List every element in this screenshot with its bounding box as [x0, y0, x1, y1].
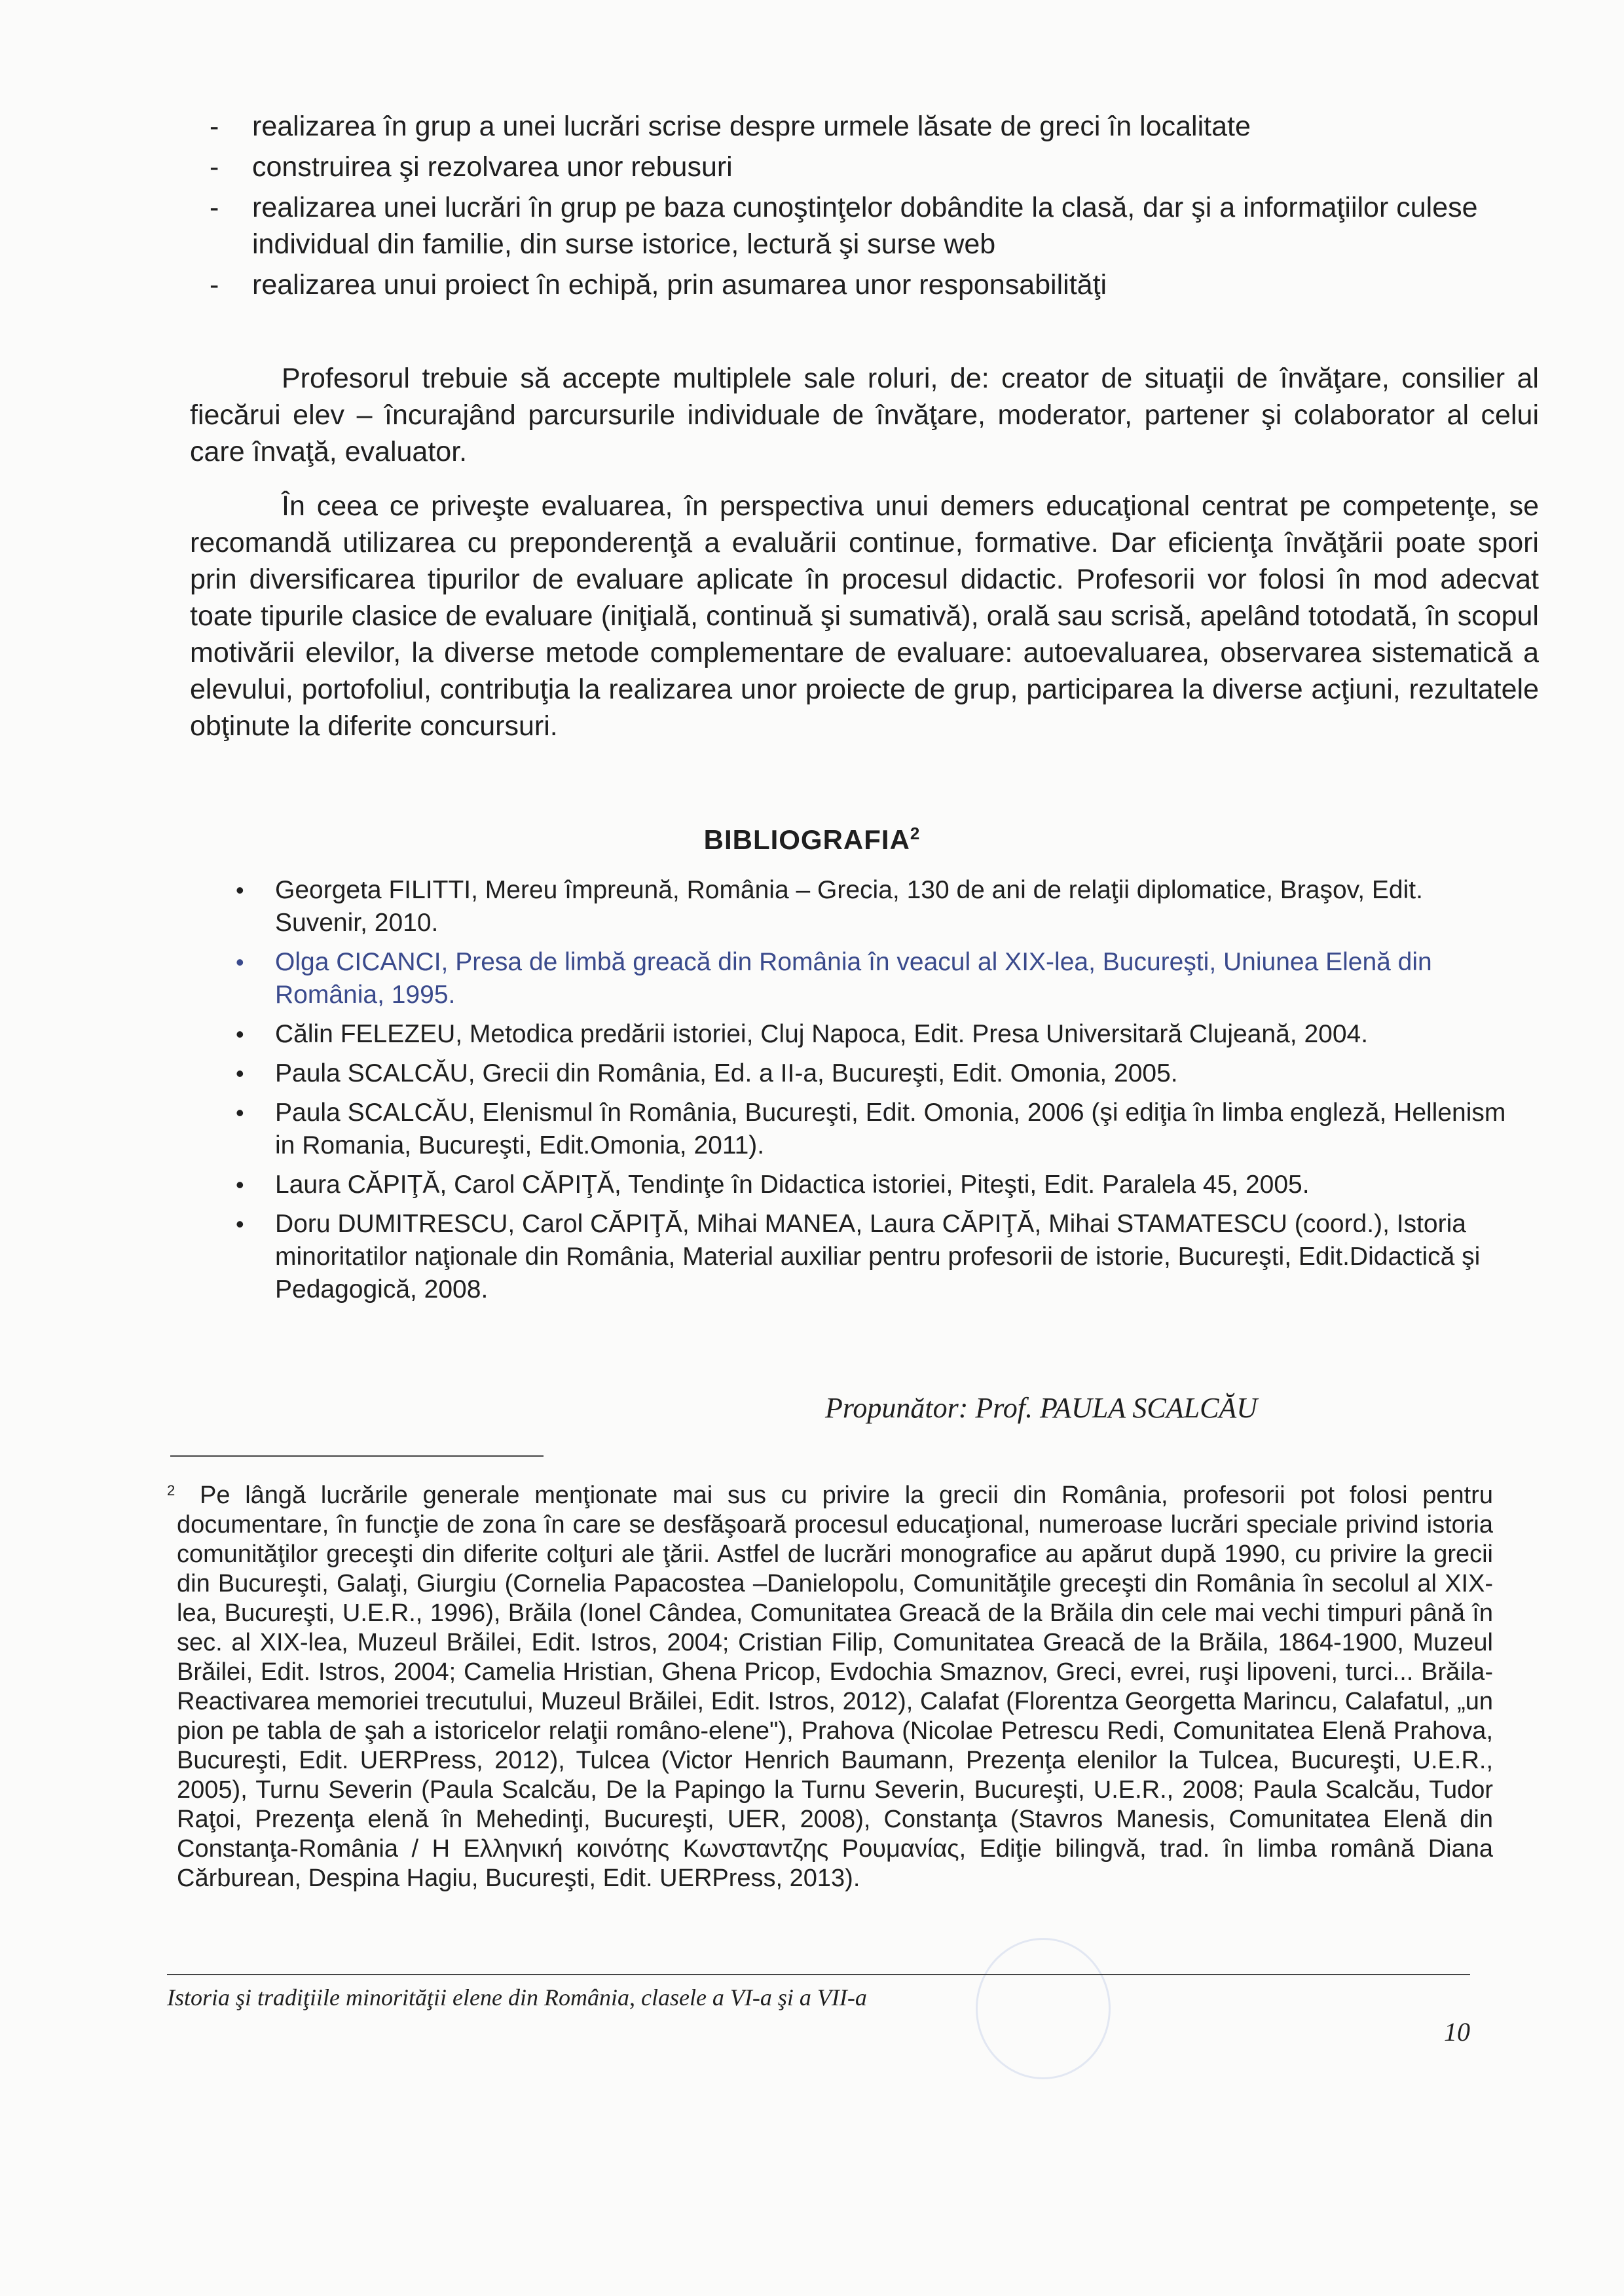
bullet-icon: • [236, 949, 244, 975]
footnote-number: 2 [167, 1482, 175, 1499]
footnote-divider [170, 1455, 544, 1457]
dash-marker: - [210, 269, 219, 301]
dash-marker: - [210, 192, 219, 223]
footnote [167, 1481, 1493, 1893]
proposer-signature: Propunător: Prof. PAULA SCALCĂU [825, 1392, 1258, 1424]
faint-stamp [976, 1938, 1111, 2079]
bibliography-entry: • Paula SCALCĂU, Elenismul în România, Bucureşti, Edit. Omonia, 2006 (şi ediţia în limba engleză, Hellenism in Romania, Bucureşti, Edit.Omonia, 2011). [216, 1097, 1519, 1162]
footer-divider [167, 1974, 1470, 1975]
list-item: - realizarea unui proiect în echipă, prin asumarea unor responsabilităţi [190, 266, 1539, 303]
bullet-icon: • [236, 1211, 244, 1237]
bibliography-list [216, 874, 1519, 1313]
bullet-icon: • [236, 1021, 244, 1048]
footnote-reference: 2 [910, 824, 921, 843]
activity-list [190, 108, 1539, 307]
bibliography-entry: • Georgeta FILITTI, Mereu împreună, România – Grecia, 130 de ani de relaţii diplomatice, Braşov, Edit. Suvenir, 2010. [216, 874, 1519, 939]
dash-marker: - [210, 111, 219, 142]
bibliography-entry: • Călin FELEZEU, Metodica predării istoriei, Cluj Napoca, Edit. Presa Universitară Clujeană, 2004. [216, 1018, 1519, 1051]
bullet-icon: • [236, 1099, 244, 1126]
bibliography-entry: • Laura CĂPIŢĂ, Carol CĂPIŢĂ, Tendinţe în Didactica istoriei, Piteşti, Edit. Paralela 45, 2005. [216, 1169, 1519, 1201]
page-number: 10 [1444, 2017, 1470, 2047]
list-item: - realizarea unei lucrări în grup pe baza cunoştinţelor dobândite la clasă, dar şi a informaţiilor culese individual din familie, din surse istorice, lectură şi surse web [190, 189, 1539, 263]
bullet-icon: • [236, 1171, 244, 1198]
list-item: - construirea şi rezolvarea unor rebusuri [190, 149, 1539, 185]
running-footer: Istoria şi tradiţiile minorităţii elene din România, clasele a VI-a şi a VII-a [167, 1984, 867, 2011]
bibliography-entry: • Doru DUMITRESCU, Carol CĂPIŢĂ, Mihai MANEA, Laura CĂPIŢĂ, Mihai STAMATESCU (coord.), Istoria minoritatilor naţionale din România, Material auxiliar pentru profesorii de istorie, Bucureşti, Edit.Didactică şi Pedagogică, 2008. [216, 1208, 1519, 1306]
bibliography-heading: BIBLIOGRAFIA$^2$ [703, 824, 921, 855]
bullet-icon: • [236, 1060, 244, 1087]
bibliography-entry: • Olga CICANCI, Presa de limbă greacă din România în veacul al XIX-lea, Bucureşti, Uniunea Elenă din România, 1995. [216, 946, 1519, 1011]
footnote-text: Pe lângă lucrările generale menţionate mai sus cu privire la grecii din România, profesorii pot folosi pentru documentare, în funcţie de zona în care se desfăşoară procesul educaţional, numeroase lucrări speciale privind istoria comunităţilor greceşti din diferite colţuri ale ţării. Astfel de lucrări monografice au apărut după 1990, cu privire la grecii din Bucureşti, Galaţi, Giurgiu (Cornelia Papacostea –Danielopolu, Comunităţile greceşti din România în secolul al XIX-lea, Bucureşti, U.E.R., 1996), Brăila (Ionel Cândea, Comunitatea Greacă de la Brăila din cele mai vechi timpuri până în sec. al XIX-lea, Muzeul Brăilei, Edit. Istros, 2004; Cristian Filip, Comunitatea Greacă de la Brăila, 1864-1900, Muzeul Brăilei, Edit. Istros, 2004; Camelia Hristian, Ghena Pricop, Evdochia Smaznov, Greci, evrei, ruşi lipoveni, turci... Brăila-Reactivarea memoriei trecutului, Muzeul Brăilei, Edit. Istros, 2012), Calafat (Florentza Georgetta Marincu, Calafatul, „un pion pe tabla de şah a istoricelor relaţii româno-elene"), Prahova (Nicolae Petrescu Redi, Comunitatea Elenă Prahova, Bucureşti, Edit. UERPress, 2012), Tulcea (Victor Henrich Baumann, Prezenţa elenilor la Tulcea, Bucureşti, U.E.R., 2005), Turnu Severin (Paula Scalcău, De la Papingo la Turnu Severin, Bucureşti, U.E.R., 2008; Paula Scalcău, Tudor Raţoi, Prezenţa elenă în Mehedinţi, Bucureşti, UER, 2008), Constanţa (Stavros Manesis, Comunitatea Elenă din Constanţa-România / Η Ελληνική κοινότης Κωνσταντζης Ρουμανίας, Ediţie bilingvă, trad. în limba română Diana Cărburean, Despina Hagiu, Bucureşti, Edit. UERPress, 2013). [177, 1482, 1493, 1892]
bibliography-entry: • Paula SCALCĂU, Grecii din România, Ed. a II-a, Bucureşti, Edit. Omonia, 2005. [216, 1057, 1519, 1090]
bullet-icon: • [236, 877, 244, 903]
evaluation-paragraph: În ceea ce priveşte evaluarea, în perspectiva unui demers educaţional centrat pe competenţe, se recomandă utilizarea cu preponderenţă a evaluării continue, formative. Dar eficienţa învăţării poate spori prin diversificarea tipurilor de evaluare aplicate în procesul didactic. Profesorii vor folosi în mod adecvat toate tipurile clasice de evaluare (iniţială, continuă şi sumativă), orală sau scrisă, apelând totodată, în scopul motivării elevilor, la diverse metode complementare de evaluare: autoevaluarea, observarea sistematică a elevului, portofoliul, contribuţia la realizarea unor proiecte de grup, participarea la diverse acţiuni, rezultatele obţinute la diferite concursuri. [190, 490, 1539, 742]
teacher-roles-paragraph: Profesorul trebuie să accepte multiplele sale roluri, de: creator de situaţii de învăţare, consilier al fiecărui elev – încurajând parcursurile individuale de învăţare, moderator, partener şi colaborator al celui care învaţă, evaluator. [190, 363, 1539, 467]
list-item: - realizarea în grup a unei lucrări scrise despre urmele lăsate de greci în localitate [190, 108, 1539, 145]
dash-marker: - [210, 151, 219, 183]
